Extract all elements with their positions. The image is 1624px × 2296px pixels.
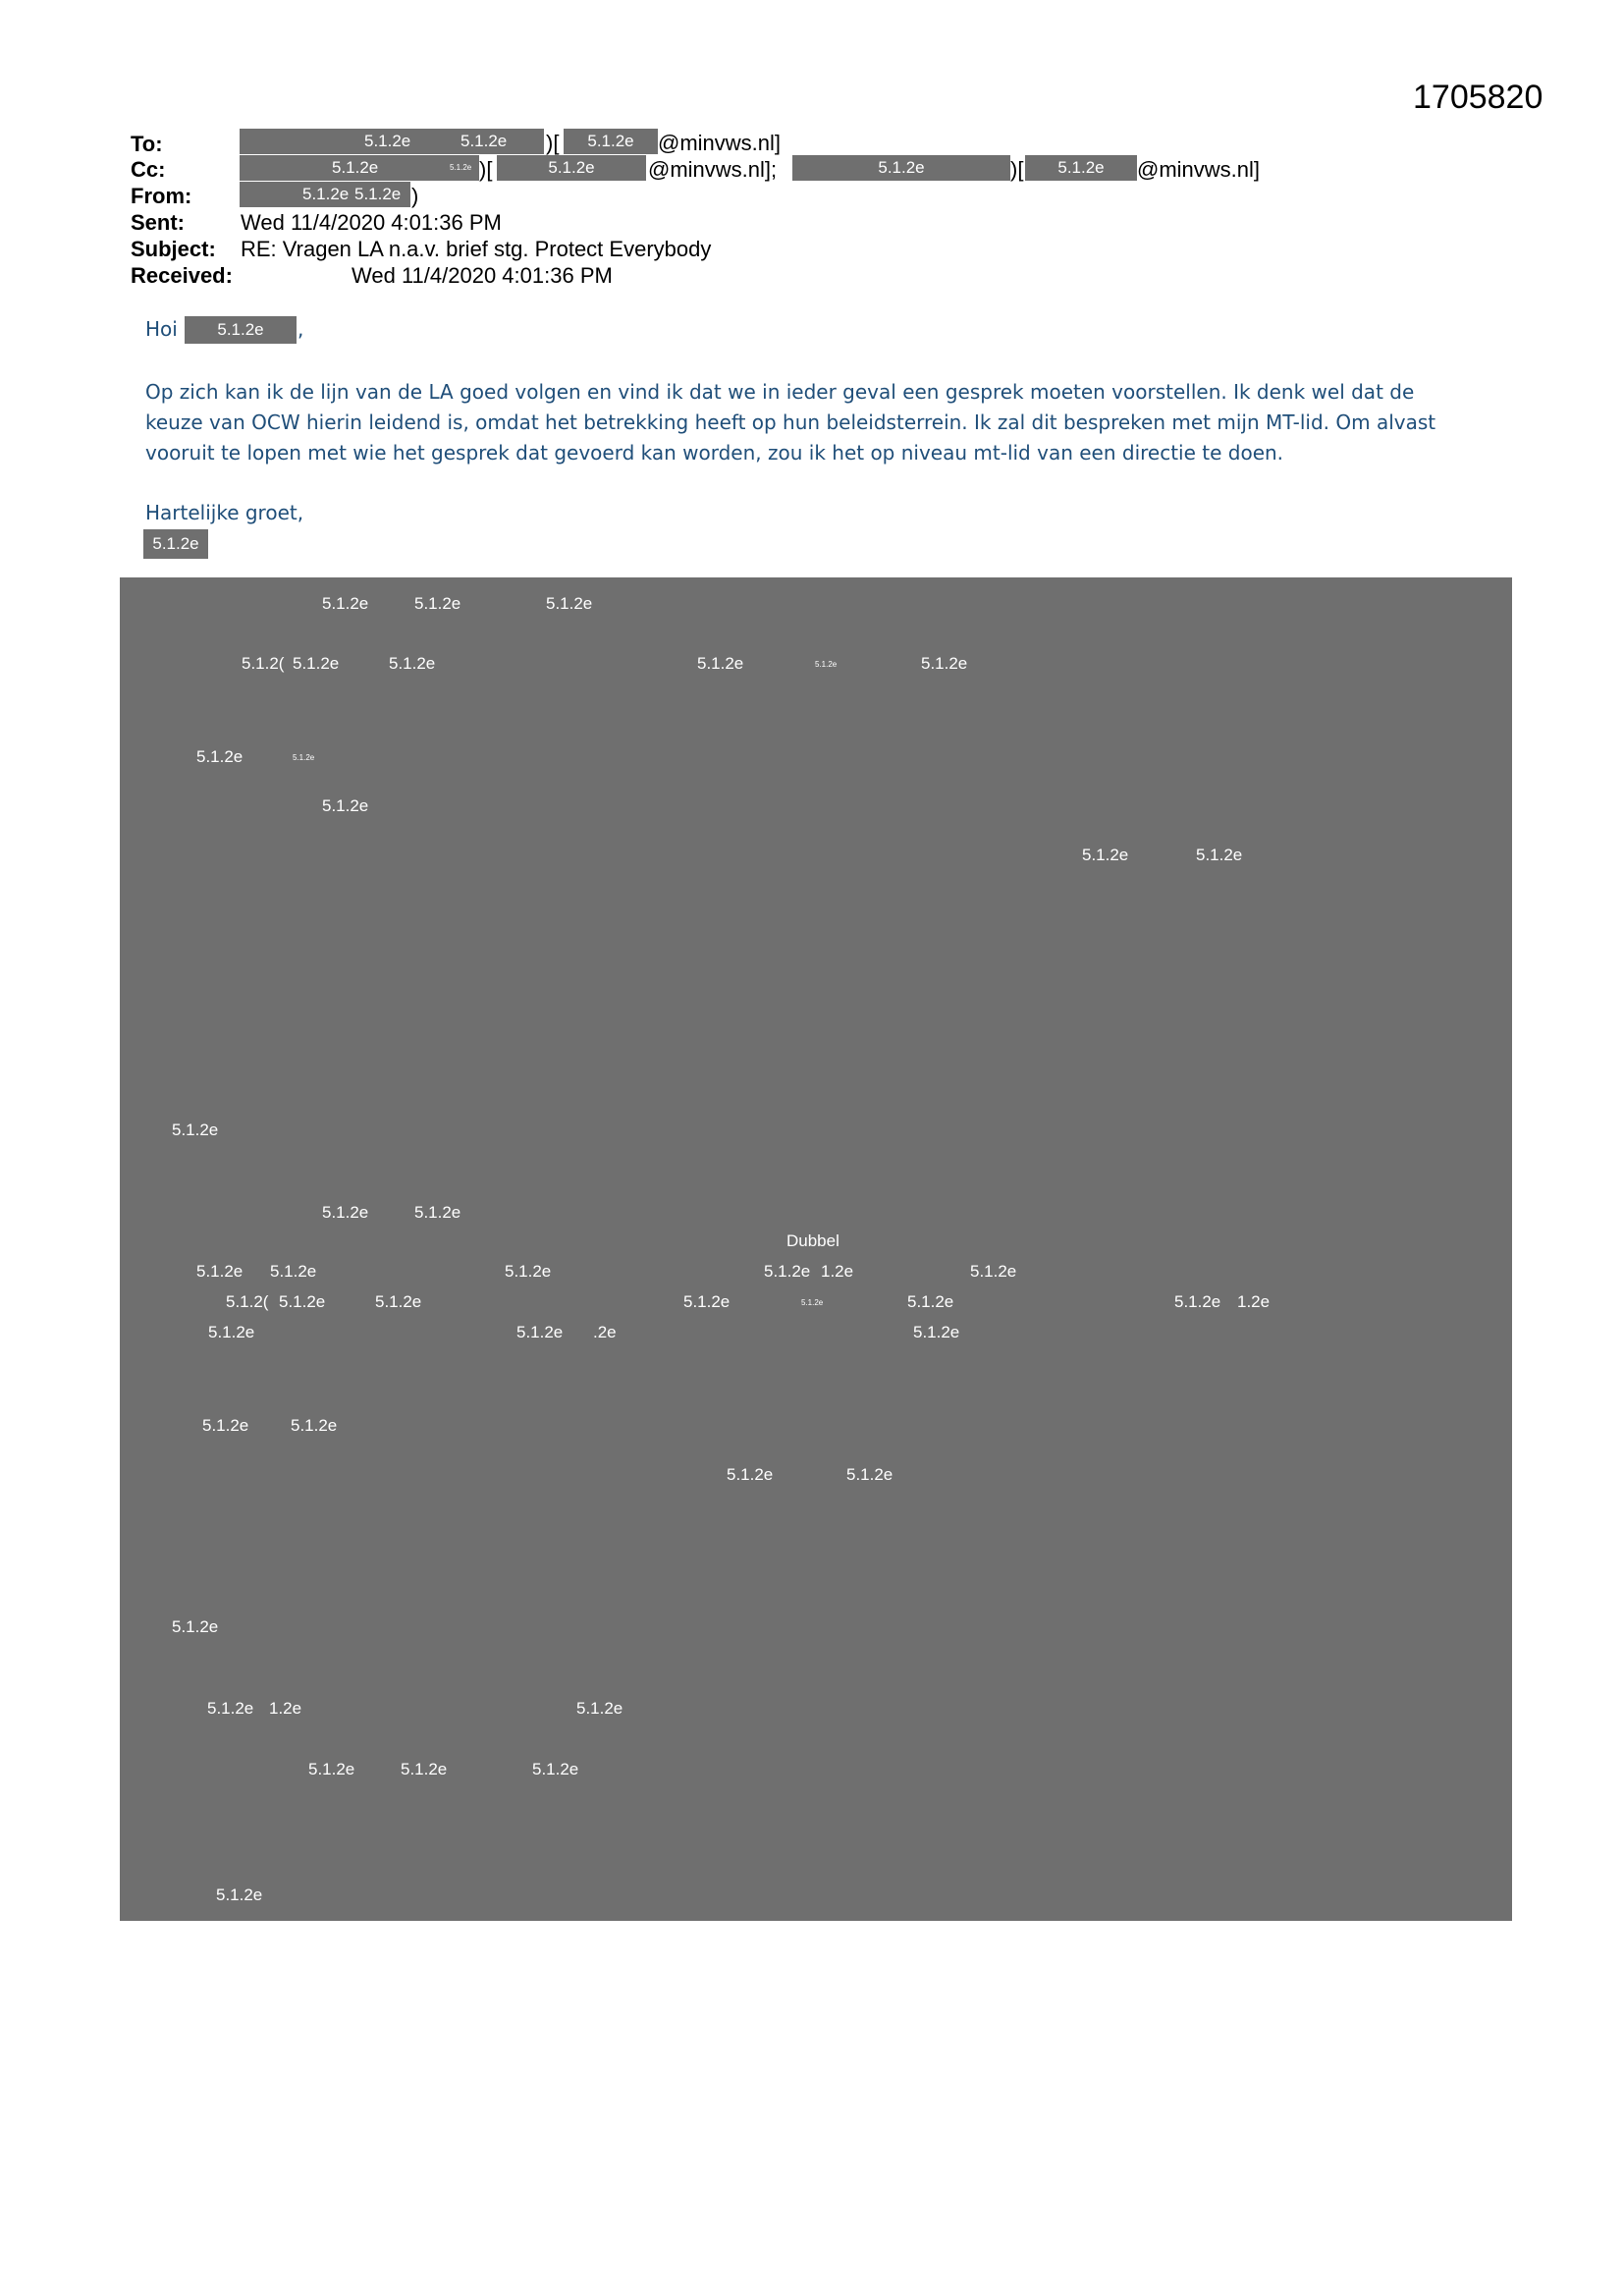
- redaction-code: 5.1.2e: [322, 796, 369, 815]
- redaction-code: 5.1.2e: [546, 594, 593, 613]
- redaction-code: 5.1.2e: [207, 1699, 254, 1718]
- redaction-code: 5.1.2e: [172, 1617, 219, 1636]
- redaction-code: 5.1.2e: [375, 1292, 422, 1311]
- redaction-code: 5.1.2e: [208, 1323, 255, 1341]
- redaction-code: 5.1.2e: [308, 1760, 355, 1778]
- received-value: Wed 11/4/2020 4:01:36 PM: [352, 263, 613, 288]
- redaction-code: 5.1.2e: [907, 1292, 954, 1311]
- redaction-code: 5.1.2e: [302, 185, 350, 203]
- from-suffix: ): [411, 184, 419, 208]
- cc-separator-2: )[: [1010, 157, 1024, 182]
- document-number: 1705820: [1413, 79, 1543, 116]
- paragraph-line: keuze van OCW hierin leidend is, omdat het betrekking heeft op hun beleidsterrein. Ik zal dit bespreken met mijn MT-lid. Om alvast: [145, 410, 1436, 434]
- sent-value: Wed 11/4/2020 4:01:36 PM: [241, 210, 502, 235]
- redaction-code: 5.1.2e: [202, 1416, 249, 1435]
- redaction-code: 5.1.2e: [389, 654, 436, 673]
- paragraph-line: vooruit te lopen met wie het gesprek dat gevoerd kan worden, zou ik het op niveau mt-lid van een directie te doen.: [145, 441, 1284, 465]
- greeting: Hoi: [145, 317, 178, 341]
- to-email-redaction: 5.1.2e: [564, 129, 658, 154]
- redaction-code: 5.1.2e: [322, 594, 369, 613]
- redaction-code: 5.1.2e: [322, 1203, 369, 1222]
- cc-email-domain-1: @minvws.nl];: [648, 157, 778, 182]
- redaction-code: 5.1.2e: [279, 1292, 326, 1311]
- redaction-code: 5.1.2e: [576, 1699, 623, 1718]
- greeting-line: [145, 314, 178, 345]
- redaction-code: 5.1.2e: [913, 1323, 960, 1341]
- redaction-code: 5.1.2e: [460, 132, 508, 150]
- closing: Hartelijke groet,: [145, 501, 304, 524]
- redaction-code: 5.1.2e: [727, 1465, 774, 1484]
- redaction-code: 5.1.2e: [364, 132, 411, 150]
- redaction-code: 5.1.2e: [401, 1760, 448, 1778]
- signature-redaction: 5.1.2e: [143, 529, 208, 559]
- to-email-domain: @minvws.nl]: [658, 131, 782, 155]
- from-redaction: [240, 182, 410, 207]
- redaction-code: 5.1.2e: [1174, 1292, 1221, 1311]
- redaction-code: 5.1.2e: [332, 158, 379, 177]
- redaction-code: 5.1.2e: [532, 1760, 579, 1778]
- redaction-code: 5.1.2e: [293, 654, 340, 673]
- greeting-name-redaction: 5.1.2e: [185, 316, 297, 344]
- redaction-code: 5.1.2e: [516, 1323, 564, 1341]
- redaction-code: 5.1.2e: [764, 1262, 811, 1281]
- redaction-code: 5.1.2e: [970, 1262, 1017, 1281]
- redaction-code: 5.1.2e: [683, 1292, 731, 1311]
- redaction-code: 5.1.2e: [354, 185, 402, 203]
- to-label: To:: [131, 132, 163, 156]
- paragraph-line: Op zich kan ik de lijn van de LA goed volgen en vind ik dat we in ieder geval een gesprek moeten voorstellen. Ik denk wel dat de: [145, 380, 1415, 404]
- redaction-code-partial: 1.2e: [269, 1699, 302, 1718]
- redaction-code-partial: .2e: [593, 1323, 617, 1341]
- redaction-code-small: 5.1.2e: [815, 660, 838, 669]
- cc-email-domain-2: @minvws.nl]: [1137, 157, 1261, 182]
- redaction-code: 5.1.2e: [846, 1465, 893, 1484]
- from-label: From:: [131, 184, 192, 208]
- redaction-code: 5.1.2e: [172, 1121, 219, 1139]
- redaction-code-partial: 1.2e: [821, 1262, 854, 1281]
- redaction-code: 5.1.2e: [196, 1262, 244, 1281]
- cc-separator-1: )[: [479, 157, 493, 182]
- cc-email-redaction-1: 5.1.2e: [497, 155, 646, 181]
- redacted-block: [120, 577, 1512, 1921]
- redaction-code: 5.1.2e: [270, 1262, 317, 1281]
- sent-label: Sent:: [131, 210, 185, 235]
- redaction-code: 5.1.2e: [1196, 846, 1243, 864]
- redaction-code: 5.1.2e: [921, 654, 968, 673]
- redaction-code-partial: 5.1.2(: [226, 1292, 269, 1311]
- redaction-code: 5.1.2e: [414, 594, 461, 613]
- redaction-code: 5.1.2e: [196, 747, 244, 766]
- cc-email-redaction-2: 5.1.2e: [1025, 155, 1137, 181]
- redaction-code: 5.1.2e: [505, 1262, 552, 1281]
- redaction-code-partial: 5.1.2(: [242, 654, 285, 673]
- redaction-code-small: 5.1.2e: [293, 753, 315, 762]
- visible-word-dubbel: Dubbel: [786, 1231, 839, 1250]
- message-paragraph: [145, 377, 1435, 468]
- to-redaction: [240, 129, 544, 154]
- to-separator: )[: [546, 131, 560, 155]
- redaction-code: 5.1.2e: [1082, 846, 1129, 864]
- redaction-code: 5.1.2e: [697, 654, 744, 673]
- cc-redaction-2: 5.1.2e: [792, 155, 1010, 181]
- redaction-code-small: 5.1.2e: [801, 1298, 824, 1307]
- subject-label: Subject:: [131, 237, 216, 261]
- greeting-comma: ,: [298, 317, 304, 341]
- received-label: Received:: [131, 263, 233, 288]
- redaction-code: 5.1.2e: [291, 1416, 338, 1435]
- cc-redaction-1: [240, 155, 479, 181]
- subject-value: RE: Vragen LA n.a.v. brief stg. Protect Everybody: [241, 237, 712, 261]
- redaction-code: 5.1.2e: [414, 1203, 461, 1222]
- redaction-code: 5.1.2e: [216, 1886, 263, 1904]
- cc-label: Cc:: [131, 157, 166, 182]
- redaction-code-small: 5.1.2e: [450, 163, 472, 172]
- redaction-code-partial: 1.2e: [1237, 1292, 1271, 1311]
